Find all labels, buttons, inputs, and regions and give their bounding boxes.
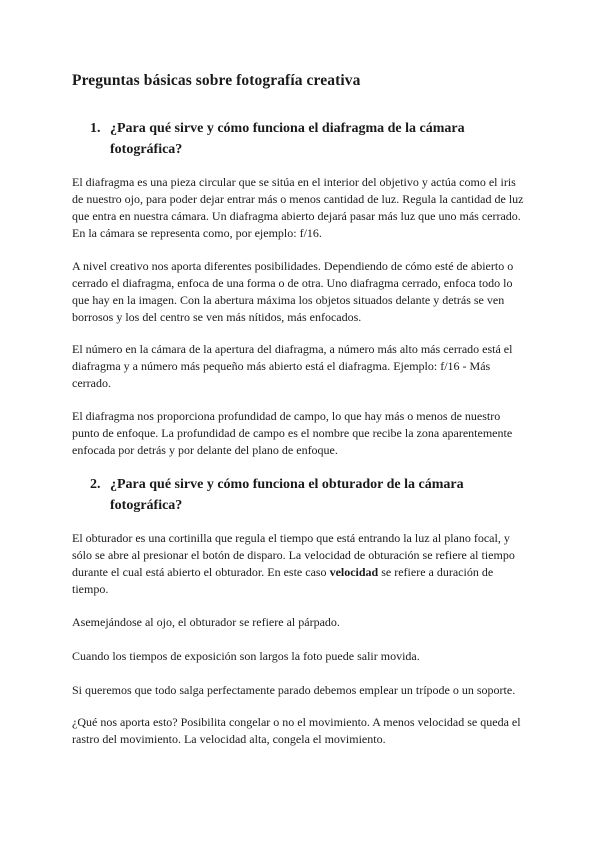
paragraph: Cuando los tiempos de exposición son largos la foto puede salir movida.	[72, 649, 420, 663]
section-1-heading	[90, 118, 530, 160]
paragraph: A nivel creativo nos aporta diferentes posibilidades. Dependiendo de cómo esté de abierto o cerrado el diafragma, enfoca de una forma o de otra. Uno diafragma cerrado, enfoca todo lo que hay en la imagen. Con la abertura máxima los objetos situados delante y detrás se ven borrosos y los del centro se ven más nítidos, más enfocados.	[72, 259, 514, 324]
paragraph: El diafragma nos proporciona profundidad de campo, lo que hay más o menos de nuestro punto de enfoque. La profundidad de campo es el nombre que recibe la zona aparentemente enfocada por detrás y por delante del plano de enfoque.	[72, 409, 513, 457]
paragraph	[72, 530, 524, 598]
section-2-heading-text: ¿Para qué sirve y cómo funciona el obturador de la cámara fotográfica?	[110, 477, 464, 513]
section-1-number: 1.	[90, 121, 101, 136]
paragraph: ¿Qué nos aporta esto? Posibilita congelar o no el movimiento. A menos velocidad se queda el rastro del movimiento. La velocidad alta, congela el movimiento.	[72, 715, 521, 746]
paragraph-text: se refiere a duración de tiempo.	[72, 565, 494, 596]
document-title: Preguntas básicas sobre fotografía creativa	[72, 72, 361, 89]
paragraph: El número en la cámara de la apertura del diafragma, a número más alto más cerrado está el diafragma y a número más pequeño más abierto está el diafragma. Ejemplo: f/16 - Más cerrado.	[72, 342, 513, 390]
paragraph: Si queremos que todo salga perfectamente parado debemos emplear un trípode o un soporte.	[72, 683, 516, 697]
paragraph: El diafragma es una pieza circular que se sitúa en el interior del objetivo y actúa como el iris de nuestro ojo, para poder dejar entrar más o menos cantidad de luz. Regula la cantidad de luz que entra en nuestra cámara. Un diafragma abierto dejará pasar más luz que uno más cerrado. En la cámara se representa como, por ejemplo: f/16.	[72, 175, 524, 240]
section-1-heading-text: ¿Para qué sirve y cómo funciona el diafragma de la cámara fotográfica?	[110, 121, 465, 157]
section-2-number: 2.	[90, 477, 101, 492]
section-2-heading	[90, 474, 530, 516]
paragraph-text: El obturador es una cortinilla que regula el tiempo que está entrando la luz al plano focal, y sólo se abre al presionar el botón de disparo. La velocidad de obturación se refiere al tiempo durante el cual está abierto el obturador. En este caso	[72, 531, 515, 579]
bold-term: velocidad	[329, 565, 379, 579]
paragraph: Asemejándose al ojo, el obturador se refiere al párpado.	[72, 615, 340, 629]
